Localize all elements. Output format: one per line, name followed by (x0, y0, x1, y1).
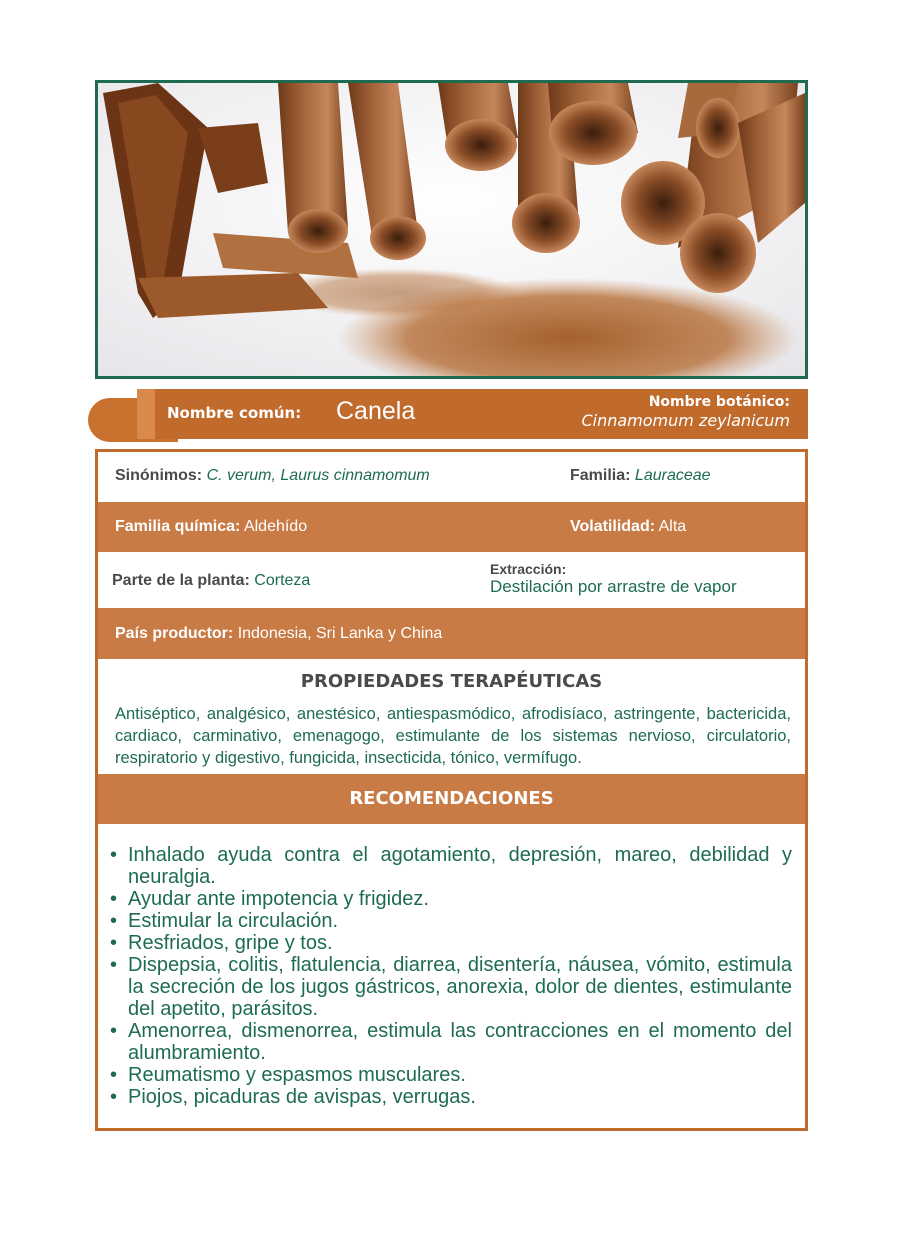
volatility-label: Volatilidad: (570, 518, 656, 535)
synonyms-label: Sinónimos: (115, 467, 203, 484)
cinnamon-illustration (98, 83, 805, 376)
chemical-family-value: Aldehído (243, 518, 308, 535)
recommendation-text: Ayudar ante impotencia y frigidez. (128, 888, 429, 910)
recommendation-text: Resfriados, gripe y tos. (128, 932, 333, 954)
recommendation-text: Dispepsia, colitis, flatulencia, diarrea, disentería, náusea, vómito, estimula la secreción de los jugos gástricos, anorexia, dolor de dientes, estimulante del apetito, parásitos. (128, 954, 792, 1020)
plant-part-cell (112, 572, 310, 590)
botanical-name: Cinnamomum zeylanicum (581, 411, 790, 430)
extraction-value: Destilación por arrastre de vapor (490, 577, 737, 596)
family-cell (570, 467, 711, 485)
bullet: • (110, 1086, 118, 1108)
bullet: • (110, 1064, 118, 1086)
bullet: • (110, 910, 118, 932)
common-name: Canela (336, 397, 416, 425)
list-item (110, 1020, 792, 1064)
recommendation-text: Piojos, picaduras de avispas, verrugas. (128, 1086, 476, 1108)
cinnamon-photo (95, 80, 808, 379)
common-name-label: Nombre común: (167, 404, 302, 422)
plant-part-label: Parte de la planta: (112, 572, 250, 589)
list-item (110, 932, 792, 954)
bullet: • (110, 844, 118, 866)
chemical-family-cell (115, 518, 307, 536)
recommendations-title: RECOMENDACIONES (349, 788, 554, 809)
row-country (98, 608, 805, 659)
list-item (110, 1086, 792, 1108)
recommendation-text: Amenorrea, dismenorrea, estimula las contracciones en el momento del alumbramiento. (128, 1020, 792, 1064)
synonyms-cell (115, 467, 430, 485)
recommendation-text: Reumatismo y espasmos musculares. (128, 1064, 466, 1086)
plant-part-value: Corteza (254, 572, 311, 589)
bullet: • (110, 888, 118, 910)
list-item (110, 844, 792, 888)
row-synonyms (98, 452, 805, 502)
volatility-value: Alta (658, 518, 687, 535)
name-banner (137, 389, 808, 439)
botanical-name-label: Nombre botánico: (648, 394, 790, 410)
bullet: • (110, 1020, 118, 1042)
row-chemical-family (98, 502, 805, 552)
list-item (110, 888, 792, 910)
country-value: Indonesia, Sri Lanka y China (237, 625, 443, 642)
recommendation-text: Inhalado ayuda contra el agotamiento, depresión, mareo, debilidad y neuralgia. (128, 844, 792, 888)
country-label: País productor: (115, 625, 234, 642)
list-item (110, 910, 792, 932)
recommendations-list (110, 844, 792, 1108)
synonyms-value: C. verum, Laurus cinnamomum (206, 467, 430, 484)
list-item (110, 1064, 792, 1086)
bullet: • (110, 954, 118, 976)
recommendation-text: Estimular la circulación. (128, 910, 339, 932)
family-value: Lauraceae (634, 467, 711, 484)
volatility-cell (570, 518, 686, 536)
banner-notch (137, 389, 155, 439)
bullet: • (110, 932, 118, 954)
properties-title: PROPIEDADES TERAPÉUTICAS (300, 671, 603, 692)
extraction-label: Extracción: (490, 561, 567, 577)
info-sheet (95, 449, 808, 1131)
country-cell (115, 625, 442, 643)
family-label: Familia: (570, 467, 631, 484)
row-plant-part (98, 552, 805, 608)
list-item (110, 954, 792, 1020)
recommendations-bar (98, 774, 805, 824)
chemical-family-label: Familia química: (115, 518, 241, 535)
properties-text: Antiséptico, analgésico, anestésico, antiespasmódico, afrodisíaco, astringente, bactericida, cardiaco, carminativo, emenagogo, estimulante de los sistemas nervioso, circulatorio, respiratorio y digestivo, fungicida, insecticida, tónico, vermífugo. (115, 705, 791, 767)
